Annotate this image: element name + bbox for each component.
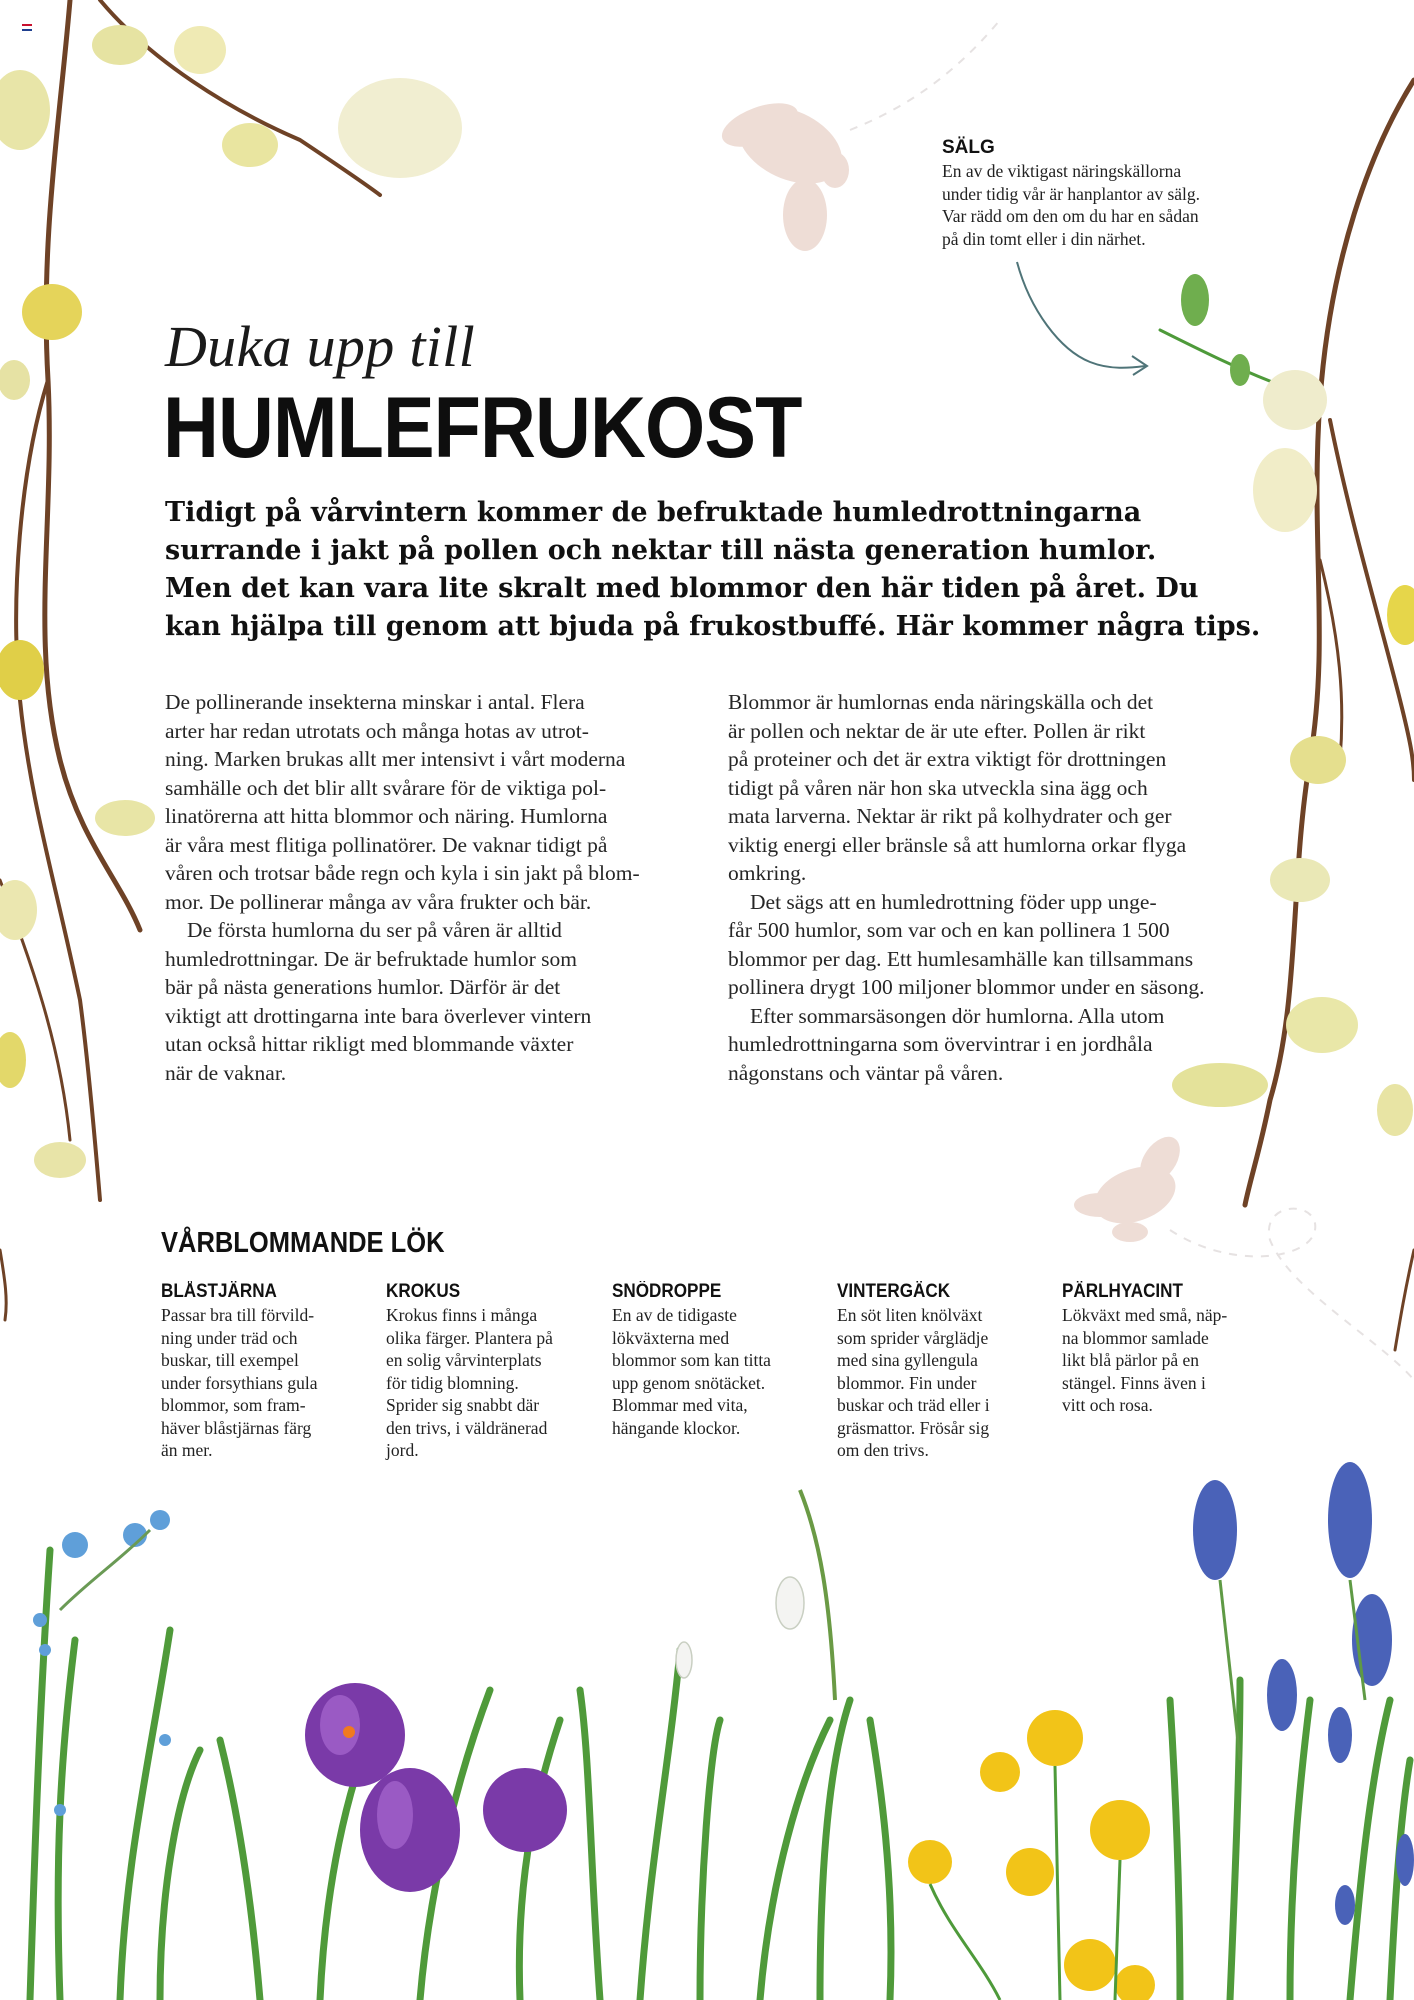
bulb-line: om den trivs. bbox=[837, 1440, 929, 1460]
page-title: HUMLEFRUKOST bbox=[163, 380, 802, 476]
bulb-line: lökväxterna med bbox=[612, 1327, 730, 1348]
catkins-right bbox=[1172, 274, 1414, 1136]
lead-line: Tidigt på vårvintern kommer de befruktade humledrottningarna bbox=[165, 497, 1142, 528]
bulb-line: Passar bra till förvild- bbox=[161, 1305, 315, 1325]
body-line: på proteiner och det är extra viktigt för drottningen bbox=[728, 747, 1167, 771]
body-line: när de vaknar. bbox=[165, 1060, 287, 1085]
bulb-description bbox=[612, 1304, 822, 1439]
body-line: De pollinerande insekterna minskar i antal. Flera bbox=[165, 690, 585, 714]
bulb-line: som sprider vårglädje bbox=[837, 1327, 989, 1348]
bulb-item-parlhyacint bbox=[1062, 1280, 1272, 1417]
body-line: bär på nästa generations humlor. Därför är det bbox=[165, 975, 561, 999]
bulb-name: VINTERGÄCK bbox=[837, 1281, 951, 1302]
bulb-line: olika färger. Plantera på bbox=[386, 1327, 553, 1348]
bulb-description bbox=[837, 1304, 1047, 1462]
bulb-line: Sprider sig snabbt där bbox=[386, 1395, 540, 1415]
lead-line: surrande i jakt på pollen och nektar till nästa generation humlor. bbox=[165, 535, 1157, 566]
bulb-line: buskar och träd eller i bbox=[837, 1395, 990, 1415]
lead-line: kan hjälpa till genom att bjuda på frukostbuffé. Här kommer några tips. bbox=[165, 611, 1261, 642]
flag-icon bbox=[22, 24, 32, 31]
body-line: pollinera drygt 100 miljoner blommor under en säsong. bbox=[728, 975, 1205, 999]
bulb-item-blastjarna bbox=[161, 1280, 371, 1462]
body-line: får 500 humlor, som var och en kan pollinera 1 500 bbox=[728, 918, 1170, 942]
bulb-line: stängel. Finns även i bbox=[1062, 1372, 1206, 1393]
body-line: blommor per dag. Ett humlesamhälle kan tillsammans bbox=[728, 946, 1194, 971]
body-line: någonstans och väntar på våren. bbox=[728, 1060, 1004, 1085]
willow-branch-left bbox=[0, 0, 380, 1320]
bulb-line: En av de tidigaste bbox=[612, 1305, 737, 1325]
bulb-line: en solig vårvinterplats bbox=[386, 1350, 542, 1370]
body-line: utan också hittar rikligt med blommande växter bbox=[165, 1032, 574, 1056]
salg-title: SÄLG bbox=[942, 137, 995, 158]
body-line: Efter sommarsäsongen dör humlorna. Alla utom bbox=[750, 1003, 1165, 1028]
salg-line: Var rädd om den om du har en sådan bbox=[942, 206, 1199, 226]
body-line: våren och trotsar både regn och kyla i sin jakt på blom- bbox=[165, 861, 640, 885]
flower-border bbox=[30, 1462, 1414, 2000]
bulb-name: KROKUS bbox=[386, 1281, 461, 1302]
bulb-description bbox=[1062, 1304, 1272, 1417]
body-column-right bbox=[728, 688, 1205, 1087]
body-line: Blommor är humlornas enda näringskälla och det bbox=[728, 690, 1154, 714]
body-line: mor. De pollinerar många av våra frukter och bär. bbox=[165, 889, 592, 914]
body-line: arter har redan utrotats och många hotas av utrot- bbox=[165, 718, 589, 743]
body-line: De första humlorna du ser på våren är alltid bbox=[187, 918, 562, 942]
bulb-line: Blommar med vita, bbox=[612, 1395, 748, 1415]
body-line: viktigt att drottingarna inte bara överlever vintern bbox=[165, 1003, 592, 1028]
salg-line: under tidig vår är hanplantor av sälg. bbox=[942, 183, 1201, 204]
salg-line: En av de viktigast näringskällorna bbox=[942, 161, 1182, 181]
body-line: viktig energi eller bränsle så att humlorna orkar flyga bbox=[728, 832, 1187, 857]
body-column-left bbox=[165, 688, 640, 1087]
bulb-line: vitt och rosa. bbox=[1062, 1395, 1153, 1415]
bulb-description bbox=[386, 1304, 596, 1462]
lead-line: Men det kan vara lite skralt med blommor den här tiden på året. Du bbox=[165, 573, 1199, 604]
body-line: tidigt på våren när hon ska utveckla sina ägg och bbox=[728, 775, 1148, 800]
bee-flight-path-top bbox=[850, 20, 1000, 130]
salg-text bbox=[942, 160, 1200, 250]
body-line: linatörerna att hitta blommor och näring. Humlorna bbox=[165, 804, 608, 828]
body-line: är pollen och nektar de är ute efter. Pollen är rikt bbox=[728, 718, 1146, 743]
bulb-line: för tidig blomning. bbox=[386, 1372, 519, 1393]
bee-silhouette-top bbox=[716, 91, 854, 251]
body-line: humledrottningarna som övervintrar i en jordhåla bbox=[728, 1032, 1153, 1056]
bulb-line: blommor. Fin under bbox=[837, 1372, 977, 1393]
bulb-line: hängande klockor. bbox=[612, 1417, 741, 1438]
title-kicker: Duka upp till bbox=[165, 314, 475, 379]
bulb-line: under forsythians gula bbox=[161, 1372, 318, 1393]
bulb-line: ning under träd och bbox=[161, 1327, 298, 1348]
bulb-line: Krokus finns i många bbox=[386, 1305, 538, 1325]
salg-arrow-icon bbox=[1017, 262, 1147, 375]
bulb-line: med sina gyllengula bbox=[837, 1350, 978, 1370]
bulb-line: häver blåstjärnas färg bbox=[161, 1417, 312, 1438]
bulb-line: likt blå pärlor på en bbox=[1062, 1350, 1200, 1370]
body-line: är våra mest flitiga pollinatörer. De vaknar tidigt på bbox=[165, 832, 608, 857]
bulb-line: än mer. bbox=[161, 1440, 213, 1460]
body-line: mata larverna. Nektar är rikt på kolhydrater och ger bbox=[728, 804, 1172, 828]
bulb-line: na blommor samlade bbox=[1062, 1327, 1209, 1348]
body-line: humledrottningar. De är befruktade humlor som bbox=[165, 946, 577, 971]
bulb-item-snodroppe bbox=[612, 1280, 822, 1439]
lead-paragraph bbox=[165, 494, 1261, 646]
bulb-name: SNÖDROPPE bbox=[612, 1281, 722, 1302]
bulb-line: En söt liten knölväxt bbox=[837, 1305, 983, 1325]
bulb-item-vintergack bbox=[837, 1280, 1047, 1462]
bulb-name: BLÅSTJÄRNA bbox=[161, 1281, 277, 1302]
bulb-line: Lökväxt med små, näp- bbox=[1062, 1305, 1228, 1325]
bulb-line: jord. bbox=[386, 1440, 419, 1460]
bulb-item-krokus bbox=[386, 1280, 596, 1462]
bulb-line: blommor, som fram- bbox=[161, 1395, 306, 1415]
bee-silhouette-bottom bbox=[1074, 1130, 1188, 1242]
bulb-line: buskar, till exempel bbox=[161, 1350, 299, 1370]
section-title: VÅRBLOMMANDE LÖK bbox=[161, 1227, 445, 1259]
bulb-line: upp genom snötäcket. bbox=[612, 1372, 766, 1393]
bulb-line: blommor som kan titta bbox=[612, 1350, 771, 1370]
salg-line: på din tomt eller i din närhet. bbox=[942, 228, 1146, 249]
bulb-line: gräsmattor. Frösår sig bbox=[837, 1417, 990, 1438]
bulb-name: PÄRLHYACINT bbox=[1062, 1281, 1183, 1302]
body-line: ning. Marken brukas allt mer intensivt i vårt moderna bbox=[165, 747, 626, 771]
bulb-description bbox=[161, 1304, 371, 1462]
bulb-line: den trivs, i väldränerad bbox=[386, 1417, 548, 1438]
salg-callout bbox=[942, 136, 1200, 250]
body-line: omkring. bbox=[728, 861, 807, 885]
body-line: Det sägs att en humledrottning föder upp unge- bbox=[750, 889, 1157, 914]
body-line: samhälle och det blir allt svårare för de viktiga pol- bbox=[165, 775, 607, 800]
